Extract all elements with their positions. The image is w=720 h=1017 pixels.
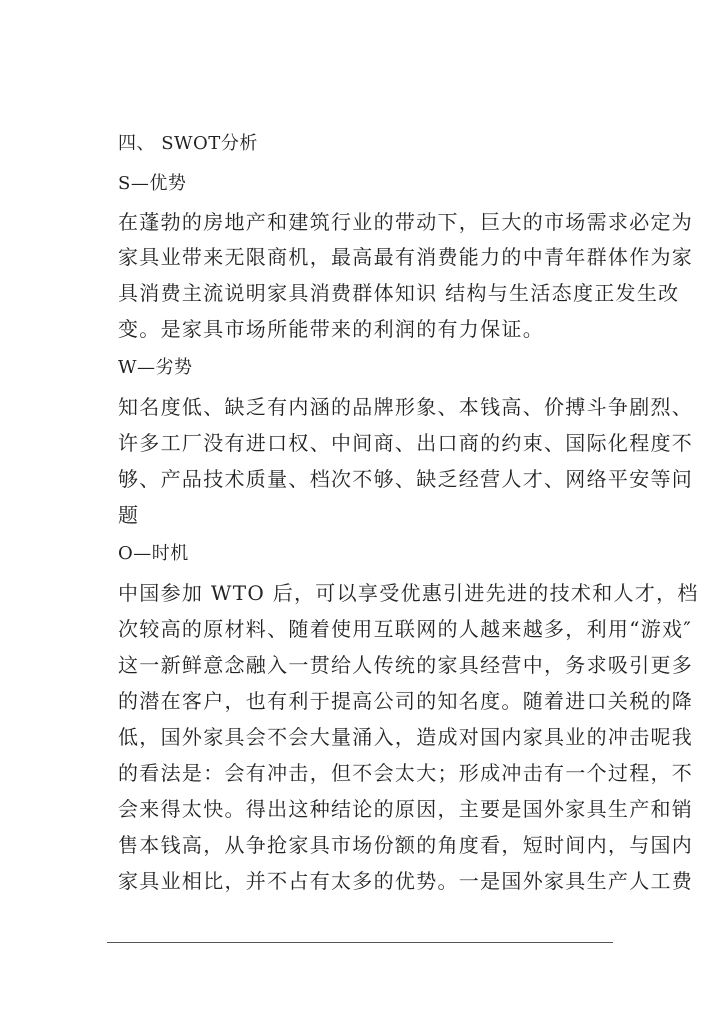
section-o-line: 次较高的原材料、随着使用互联网的人越来越多，利用“游戏″	[118, 617, 693, 641]
section-s-line: 具消费主流说明家具消费群体知识 结构与生活态度正发生改	[118, 281, 680, 305]
section-o-line: 中国参加 WTO 后，可以享受优惠引进先进的技术和人才，档	[118, 581, 699, 605]
section-s-line: 在蓬勃的房地产和建筑行业的带动下，巨大的市场需求必定为	[118, 210, 694, 234]
section-s-line: 家具业带来无限商机，最高最有消费能力的中青年群体作为家	[118, 245, 694, 269]
section-w-line: 够、产品技术质量、档次不够、缺乏经营人才、网络平安等问	[118, 467, 694, 491]
section-o-heading: O—时机	[118, 543, 189, 564]
section-o-line: 低，国外家具会不会大量涌入，造成对国内家具业的冲击呢我	[118, 725, 694, 749]
section-o-line: 的看法是：会有冲击，但不会太大；形成冲击有一个过程，不	[118, 761, 694, 785]
section-w-line: 题	[118, 503, 140, 527]
section-s-line: 变。是家具市场所能带来的利润的有力保证。	[118, 317, 544, 341]
section-w-line: 许多工厂没有进口权、中间商、出口商的约束、国际化程度不	[118, 431, 694, 455]
section-w-heading: W—劣势	[118, 357, 193, 378]
section-w-line: 知名度低、缺乏有内涵的品牌形象、本钱高、价搏斗争剧烈、	[118, 395, 694, 419]
section-o-line: 的潜在客户，也有利于提高公司的知名度。随着进口关税的降	[118, 689, 694, 713]
footer-divider	[107, 942, 613, 943]
section-o-line: 家具业相比，并不占有太多的优势。一是国外家具生产人工费	[118, 869, 694, 893]
section-o-line: 会来得太快。得出这种结论的原因，主要是国外家具生产和销	[118, 797, 694, 821]
page-title: 四、 SWOT分析	[118, 133, 258, 154]
section-o-line: 这一新鲜意念融入一贯给人传统的家具经营中，务求吸引更多	[118, 653, 694, 677]
section-s-heading: S—优势	[118, 173, 187, 194]
section-o-line: 售本钱高，从争抢家具市场份额的角度看，短时间内，与国内	[118, 833, 694, 857]
